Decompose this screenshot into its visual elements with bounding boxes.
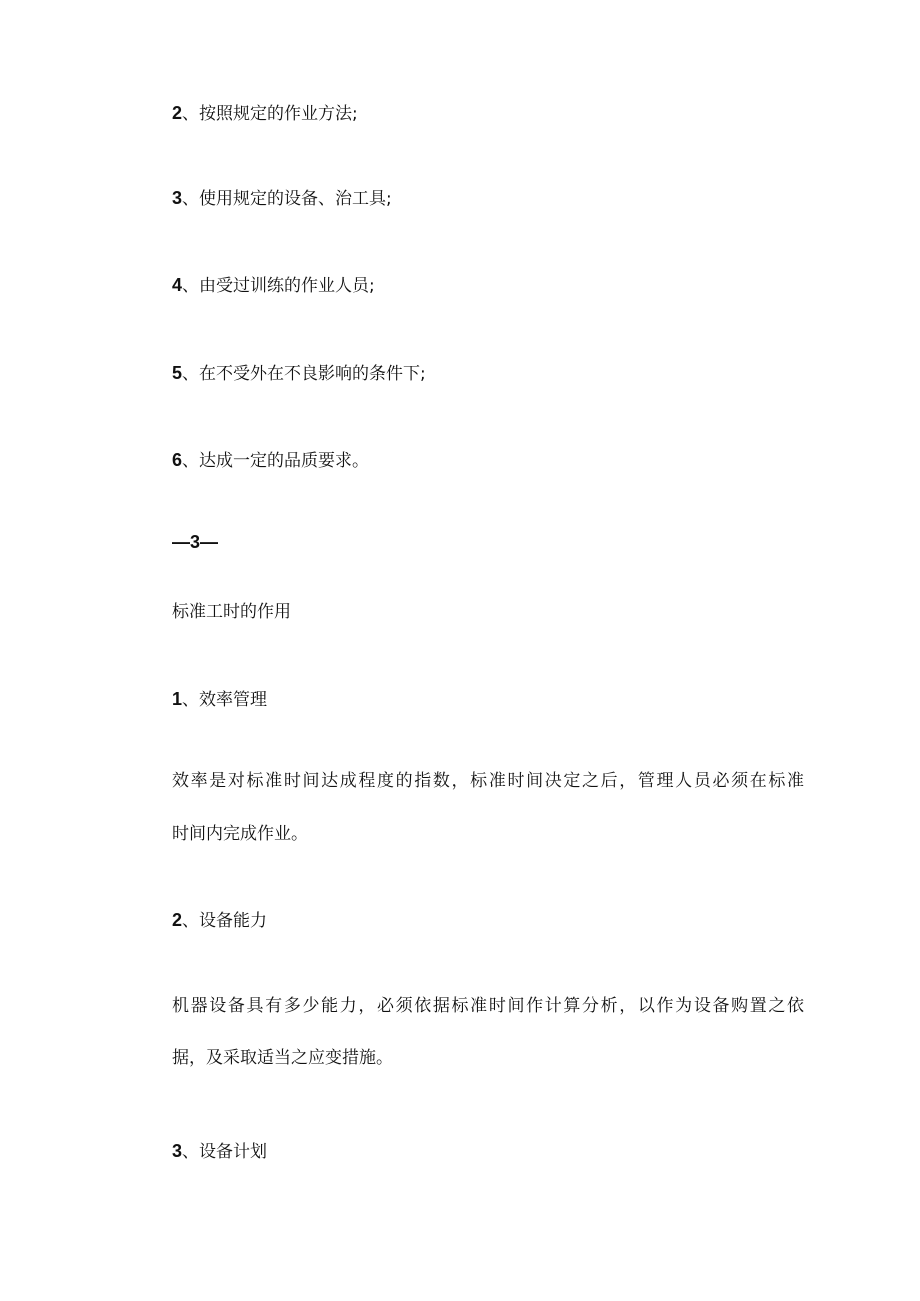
item-heading-2 <box>172 909 267 932</box>
item-heading-text: 、设备计划 <box>182 1142 268 1162</box>
body-line: 机器设备具有多少能力，必须依据标准时间作计算分析，以作为设备购置之依 <box>172 996 804 1016</box>
condition-number: 2 <box>172 103 183 123</box>
item-number: 2 <box>172 910 183 930</box>
condition-text: 、达成一定的品质要求。 <box>182 451 370 471</box>
body-line: 时间内完成作业。 <box>172 824 308 844</box>
item-heading-text: 、设备能力 <box>182 911 268 931</box>
item-heading-text: 、效率管理 <box>182 690 268 710</box>
body-line: 据，及采取适当之应变措施。 <box>172 1048 393 1068</box>
condition-text: 、使用规定的设备、治工具; <box>182 189 392 209</box>
condition-item-5 <box>172 362 426 385</box>
condition-item-3 <box>172 187 392 210</box>
condition-number: 6 <box>172 450 183 470</box>
condition-number: 4 <box>172 275 183 295</box>
item-body-2 <box>172 995 804 1017</box>
condition-item-4 <box>172 274 375 297</box>
item-body-1-cont <box>172 823 804 845</box>
condition-item-2 <box>172 102 358 125</box>
condition-item-6 <box>172 449 369 472</box>
condition-text: 、由受过训练的作业人员; <box>182 276 375 296</box>
body-line: 效率是对标准时间达成程度的指数，标准时间决定之后，管理人员必须在标准 <box>172 771 804 791</box>
item-heading-3 <box>172 1140 267 1163</box>
item-body-2-cont <box>172 1047 804 1069</box>
condition-text: 、按照规定的作业方法; <box>182 104 358 124</box>
section-title: 标准工时的作用 <box>172 602 291 622</box>
item-number: 1 <box>172 689 183 709</box>
section-divider: —3— <box>172 532 219 552</box>
item-heading-1 <box>172 688 267 711</box>
condition-text: 、在不受外在不良影响的条件下; <box>182 364 426 384</box>
condition-number: 3 <box>172 188 183 208</box>
item-body-1 <box>172 770 804 792</box>
condition-number: 5 <box>172 363 183 383</box>
item-number: 3 <box>172 1141 183 1161</box>
